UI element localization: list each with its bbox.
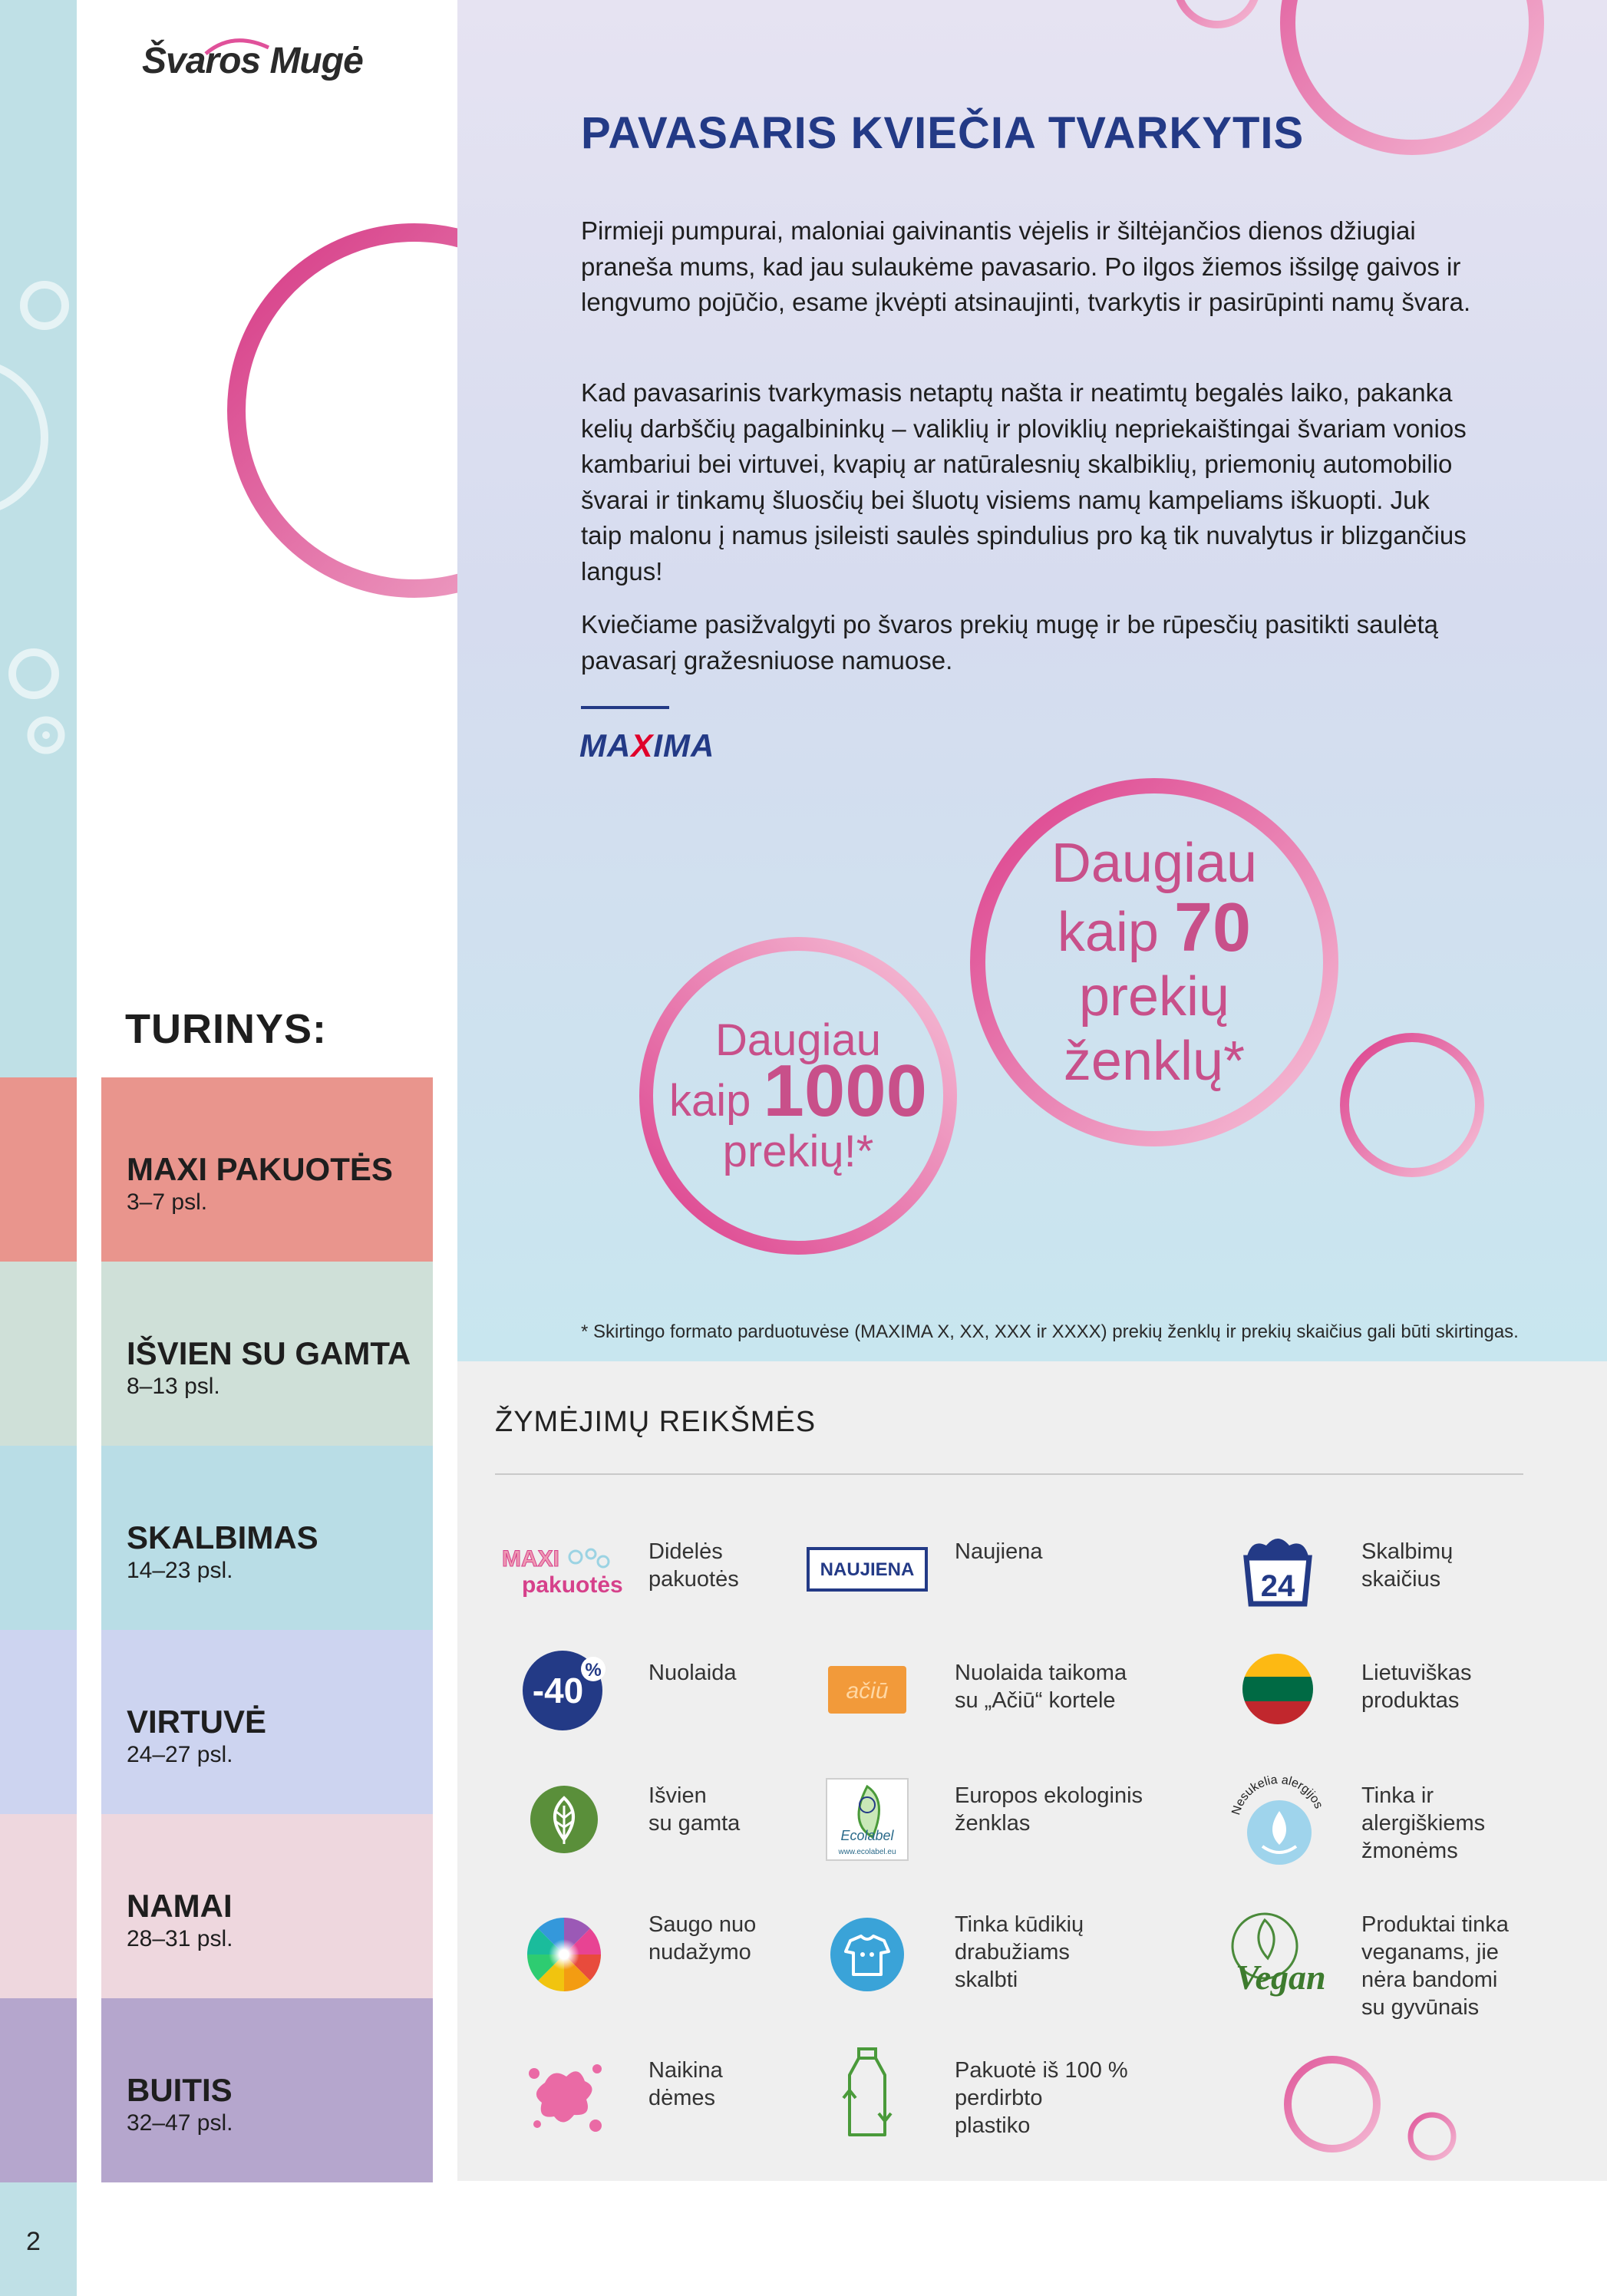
- maxi-pakuotes-icon: [495, 1519, 633, 1619]
- recycled-bottle-icon: [806, 2044, 929, 2144]
- toc-item[interactable]: [0, 1998, 433, 2182]
- legend-item-text: Tinka kūdikių drabužiams skalbti: [955, 1912, 1084, 1992]
- maxima-logo: MAXIMA: [579, 727, 715, 764]
- svg-text:www.ecolabel.eu: www.ecolabel.eu: [838, 1848, 896, 1856]
- baby-clothes-icon: [806, 1905, 929, 2004]
- legend-item-text: Lietuviškas produktas: [1361, 1661, 1472, 1713]
- aciu-card-icon: [806, 1639, 929, 1739]
- toc-side-tab: [0, 1077, 77, 1262]
- legend-item-text: Saugo nuo nudažymo: [648, 1912, 757, 1964]
- toc-item[interactable]: [0, 1262, 433, 1446]
- legend-item-text: Išvien su gamta: [648, 1783, 741, 1836]
- legend-item-text: Produktai tinka veganams, jie nėra bandomi su gyvūnais: [1361, 1912, 1509, 2020]
- toc-item-pages: 24–27 psl.: [127, 1742, 233, 1767]
- legend-item-text: Skalbimų skaičius: [1361, 1539, 1454, 1592]
- stat-number: 70: [1174, 889, 1252, 966]
- svg-text:Ecolabel: Ecolabel: [840, 1828, 894, 1843]
- legend-item-text: Europos ekologinis ženklas: [955, 1783, 1143, 1836]
- intro-paragraph-1: Pirmieji pumpurai, maloniai gaivinantis vėjelis ir šiltėjančios dienos džiugiai praneša mums, kad jau sulaukėme pavasario. Po ilgos žiemos išsilgę gaivos ir lengvumo pojūčio, esame įkvėpti atsinaujinti, tvarkytis ir pasirūpinti namų švara.: [581, 216, 1471, 316]
- toc-side-tab: [0, 1998, 77, 2182]
- toc-item[interactable]: [0, 1077, 433, 1262]
- intro-paragraph-3: Kviečiame pasižvalgyti po švaros prekių mugę ir be rūpesčių pasitikti saulėtą pavasarį gražesniuose namuose.: [581, 610, 1439, 675]
- legend-item-text: Naikina dėmes: [648, 2058, 723, 2110]
- stat-text-2: [1051, 831, 1257, 1094]
- stat-line: prekių: [1078, 966, 1230, 1028]
- toc-side-tab: [0, 1262, 77, 1446]
- toc-side-tab: [0, 1814, 77, 1998]
- toc-item-label: BUITIS: [127, 2072, 233, 2108]
- toc-item-label: VIRTUVĖ: [127, 1704, 267, 1740]
- wash-count-icon: [1220, 1519, 1335, 1619]
- stat-number: 1000: [763, 1049, 928, 1132]
- hypoallergenic-icon: [1220, 1770, 1335, 1869]
- svg-text:ačiū: ačiū: [846, 1678, 889, 1704]
- toc-item-label: IŠVIEN SU GAMTA: [127, 1335, 411, 1371]
- stat-circle-products: [637, 935, 959, 1257]
- legend-item-text: Tinka ir alergiškiems žmonėms: [1361, 1783, 1486, 1863]
- stat-line: kaip: [1057, 902, 1159, 963]
- legend-item-text: Nuolaida: [648, 1661, 737, 1685]
- toc-item[interactable]: [0, 1446, 433, 1630]
- toc-item-label: MAXI PAKUOTĖS: [127, 1151, 393, 1187]
- toc-item-pages: 32–47 psl.: [127, 2110, 233, 2136]
- stat-line: prekių!*: [722, 1126, 874, 1176]
- legend-title: ŽYMĖJIMŲ REIKŠMĖS: [495, 1406, 817, 1438]
- stat-line: Daugiau: [714, 1014, 882, 1065]
- brand-logo: Švaros Mugė: [142, 41, 363, 81]
- vegan-icon: [1220, 1905, 1335, 2004]
- stat-text-1: [669, 1015, 927, 1177]
- small-ring-decoration: [1335, 1028, 1496, 1189]
- pink-ring-decoration: [215, 215, 457, 614]
- toc-item[interactable]: [0, 1814, 433, 1998]
- toc-side-tab: [0, 1446, 77, 1630]
- legend-item-text: Didelės pakuotės: [648, 1539, 739, 1592]
- footnote: * Skirtingo formato parduotuvėse (MAXIMA X, XX, XXX ir XXXX) prekių ženklų ir prekių skaičius gali būti skirtingas.: [581, 1321, 1519, 1342]
- svg-text:MAXI: MAXI: [502, 1546, 559, 1572]
- eu-ecolabel-icon: [806, 1770, 929, 1869]
- toc-item[interactable]: [0, 1630, 433, 1814]
- stat-line: Daugiau: [1051, 833, 1258, 894]
- stat-circle-brands: [968, 777, 1340, 1148]
- toc-item-label: NAMAI: [127, 1888, 233, 1924]
- svg-text:%: %: [585, 1660, 602, 1681]
- toc-item-pages: 14–23 psl.: [127, 1558, 233, 1583]
- legend-item-text: Naujiena: [955, 1539, 1043, 1564]
- toc-item-pages: 8–13 psl.: [127, 1374, 220, 1399]
- stain-splash-icon: [495, 2044, 633, 2144]
- stat-line: kaip: [668, 1075, 751, 1126]
- toc-title: TURINYS:: [125, 1006, 327, 1052]
- toc-side-tab: [0, 1630, 77, 1814]
- divider: [581, 706, 669, 709]
- toc-item-label: SKALBIMAS: [127, 1519, 318, 1555]
- svg-text:-40: -40: [532, 1671, 584, 1710]
- svg-text:24: 24: [1260, 1569, 1295, 1603]
- leaf-icon: [495, 1770, 633, 1869]
- legend-divider: [495, 1473, 1523, 1475]
- stat-line: ženklų*: [1063, 1031, 1246, 1092]
- toc-item-pages: 3–7 psl.: [127, 1189, 208, 1215]
- color-wheel-icon: [495, 1905, 633, 2004]
- page-number: 2: [26, 2227, 41, 2256]
- naujiena-badge-icon: [806, 1519, 929, 1619]
- svg-text:pakuotės: pakuotės: [522, 1572, 623, 1598]
- page-title: PAVASARIS KVIEČIA TVARKYTIS: [581, 108, 1305, 158]
- intro-paragraph-2: Kad pavasarinis tvarkymasis netaptų našta ir neatimtų begalės laiko, pakanka kelių darbščių pagalbininkų – valiklių ir ploviklių nepriekaištingai švariam vonios kambariui bei virtuvei, kvapių ar natūralesnių skalbiklių, priemonių automobilio švarai ir tinkamų šluosčių bei šluotų visiems namų kampeliams iškuopti. Juk taip malonu į namus įsileisti saulės spindulius pro ką tik nuvalytus ir blizgančius langus!: [581, 378, 1467, 586]
- svg-text:Vegan: Vegan: [1236, 1958, 1326, 1997]
- lithuanian-flag-icon: [1220, 1639, 1335, 1739]
- legend-ring-decoration: [1274, 2041, 1473, 2172]
- svg-text:Nesukelia alergijos: Nesukelia alergijos: [1229, 1773, 1325, 1817]
- legend-item-text: Pakuotė iš 100 % perdirbto plastiko: [955, 2058, 1128, 2138]
- toc-item-pages: 28–31 psl.: [127, 1926, 233, 1951]
- legend-item-text: Nuolaida taikoma su „Ačiū“ kortele: [955, 1661, 1127, 1713]
- svg-text:NAUJIENA: NAUJIENA: [820, 1559, 915, 1580]
- discount-icon: [495, 1639, 633, 1739]
